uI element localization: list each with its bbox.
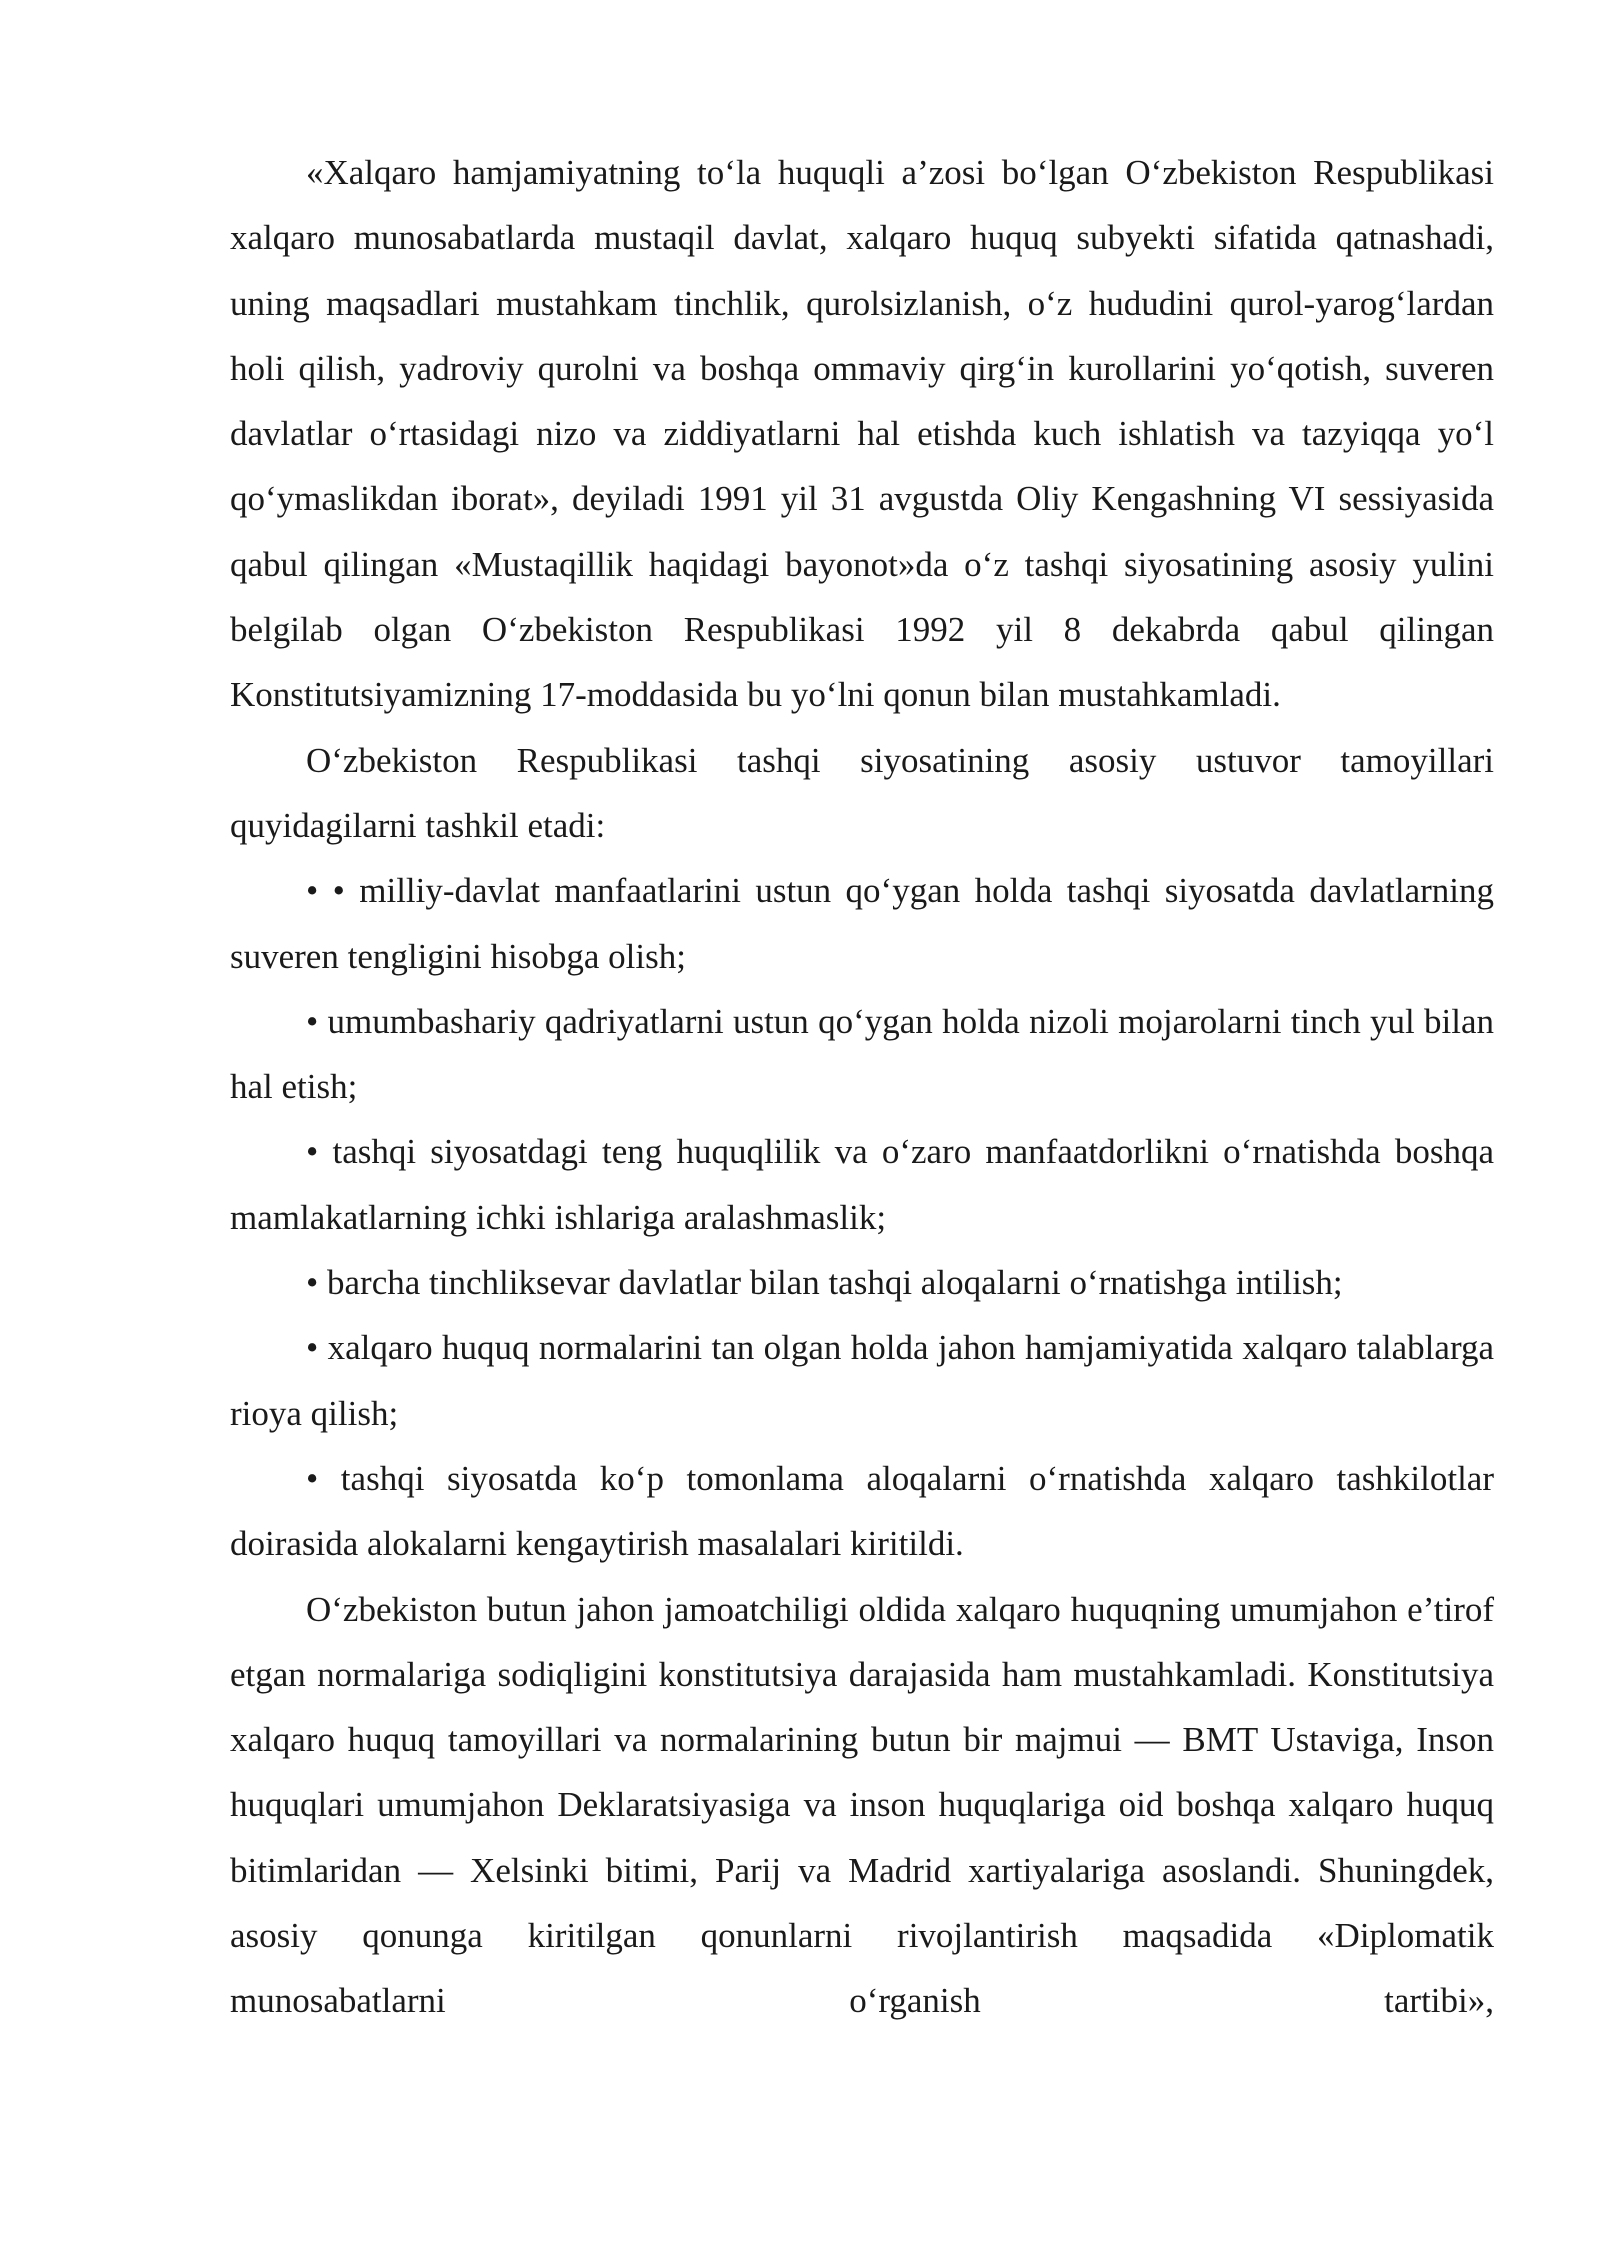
document-page [230,140,1494,2034]
list-item-non-interference: • tashqi siyosatdagi teng huquqlilik va o‘zaro manfaatdorlikni o‘rnatishda boshqa mamlakatlarning ichki ishlariga aralashmaslik; [230,1132,1494,1237]
paragraph-constitutional-commitment: O‘zbekiston butun jahon jamoatchiligi oldida xalqaro huquqning umumjahon e’tirof etgan normalariga sodiqligini konstitutsiya darajasida ham mustahkamladi. Konstitutsiya xalqaro huquq tamoyillari va normalarining butun bir majmui — BMT Ustaviga, Inson huquqlari umumjahon Deklaratsiyasiga va inson huquqlariga oid boshqa xalqaro huquq bitimlaridan — Xelsinki bitimi, Parij va Madrid xartiyalariga asoslandi. Shuningdek, asosiy qonunga kiritilgan qonunlarni rivojlantirish maqsadida «Diplomatik munosabatlarni o‘rganish tartibi», [230,1589,1494,2021]
list-item-peaceful-relations: • barcha tinchliksevar davlatlar bilan tashqi aloqalarni o‘rnatishga intilish; [306,1263,1343,1303]
list-item-multilateral-relations: • tashqi siyosatda ko‘p tomonlama aloqalarni o‘rnatishda xalqaro tashkilotlar doirasida alokalarni kengaytirish masalalari kiritildi. [230,1458,1494,1564]
paragraph-independence-declaration: «Xalqaro hamjamiyatning to‘la huquqli a’zosi bo‘lgan O‘zbekiston Respublikasi xalqaro munosabatlarda mustaqil davlat, xalqaro huquq subyekti sifatida qatnashadi, uning maqsadlari mustahkam tinchlik, qurolsizlanish, o‘z hududini qurol-yarog‘lardan holi qilish, yadroviy qurolni va boshqa ommaviy qirg‘in kurollarini yo‘qotish, suveren davlatlar o‘rtasidagi nizo va ziddiyatlarni hal etishda kuch ishlatish va tazyiqqa yo‘l qo‘ymaslikdan iborat», deyiladi 1991 yil 31 avgustda Oliy Kengashning VI sessiyasida qabul qilingan «Mustaqillik haqidagi bayonot»da o‘z tashqi siyosatining asosiy yulini belgilab olgan O‘zbekiston Respublikasi 1992 yil 8 dekabrda qabul qilingan Konstitutsiyamizning 17-moddasida bu yo‘lni qonun bilan mustahkamladi. [230,153,1494,715]
list-item-sovereign-equality: • • milliy-davlat manfaatlarini ustun qo‘ygan holda tashqi siyosatda davlatlarning suveren tengligini hisobga olish; [230,871,1494,976]
list-item-peaceful-resolution: • umumbashariy qadriyatlarni ustun qo‘ygan holda nizoli mojarolarni tinch yul bilan hal etish; [230,1001,1494,1107]
list-item-international-law: • xalqaro huquq normalarini tan olgan holda jahon hamjamiyatida xalqaro talablarga rioya qilish; [230,1328,1494,1433]
paragraph-foreign-policy-principles-intro: O‘zbekiston Respublikasi tashqi siyosatining asosiy ustuvor tamoyillari quyidagilarni tashkil etadi: [230,740,1494,845]
